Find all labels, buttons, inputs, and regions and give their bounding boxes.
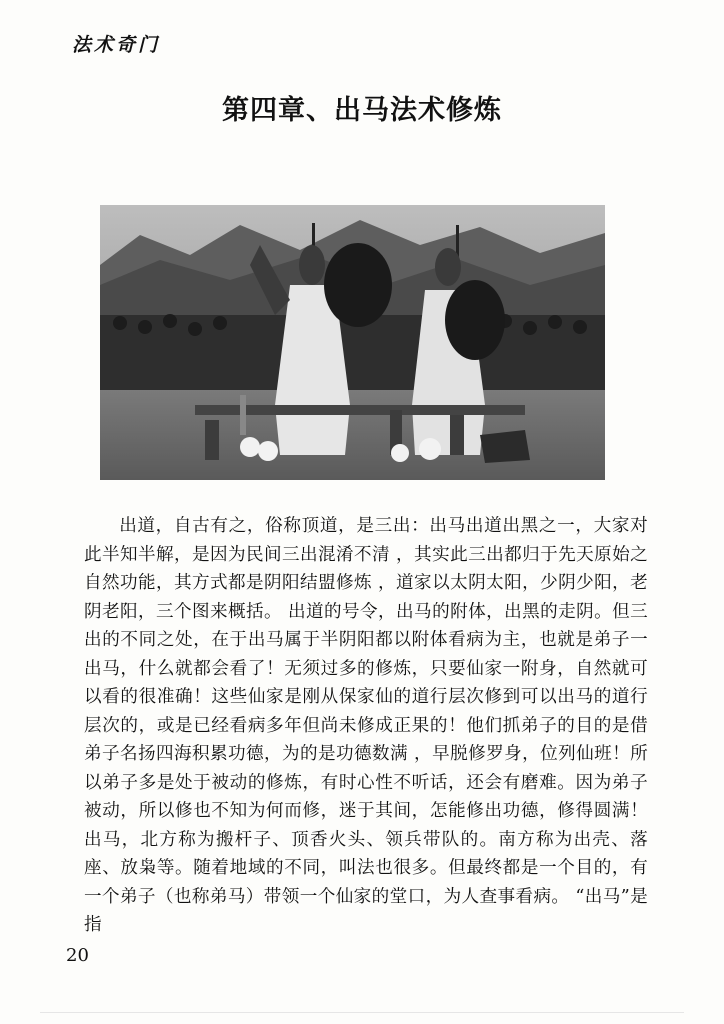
- scan-edge-divider: [40, 1012, 684, 1013]
- body-text: [84, 512, 648, 940]
- running-header: 法术奇门: [72, 34, 161, 56]
- photo-illustration: [100, 205, 605, 480]
- page-number: 20: [66, 945, 89, 966]
- chapter-title: 第四章、出马法术修炼: [222, 95, 502, 126]
- ritual-photo: [100, 205, 605, 480]
- body-paragraph: 出道，自古有之，俗称顶道，是三出：出马出道出黑之一，大家对此半知半解，是因为民间三出混淆不清 ，其实此三出都归于先天原始之自然功能，其方式都是阴阳结盟修炼 ，道家以太阴太阳，少阴少阳，老阴老阳，三个图来概括。 出道的号令，出马的附体，出黑的走阴。但三出的不同之处，在于出马属于半阴阳都以附体看病为主，也就是弟子一出马，什么就都会看了！无须过多的修炼，只要仙家一附身，自然就可以看的很准确！这些仙家是刚从保家仙的道行层次修到可以出马的道行层次的，或是已经看病多年但尚未修成正果的！他们抓弟子的目的是借弟子名扬四海积累功德，为的是功德数满 ，早脱修罗身，位列仙班！所以弟子多是处于被动的修炼，有时心性不听话，还会有磨难。因为弟子被动，所以修也不知为何而修，迷于其间，怎能修出功德，修得圆满！ 出马，北方称为搬杆子、顶香火头、领兵带队的。南方称为出壳、落座、放枭等。随着地域的不同，叫法也很多。但最终都是一个目的，有一个弟子（也称弟马）带领一个仙家的堂口，为人查事看病。 “出马”是指: [84, 516, 648, 935]
